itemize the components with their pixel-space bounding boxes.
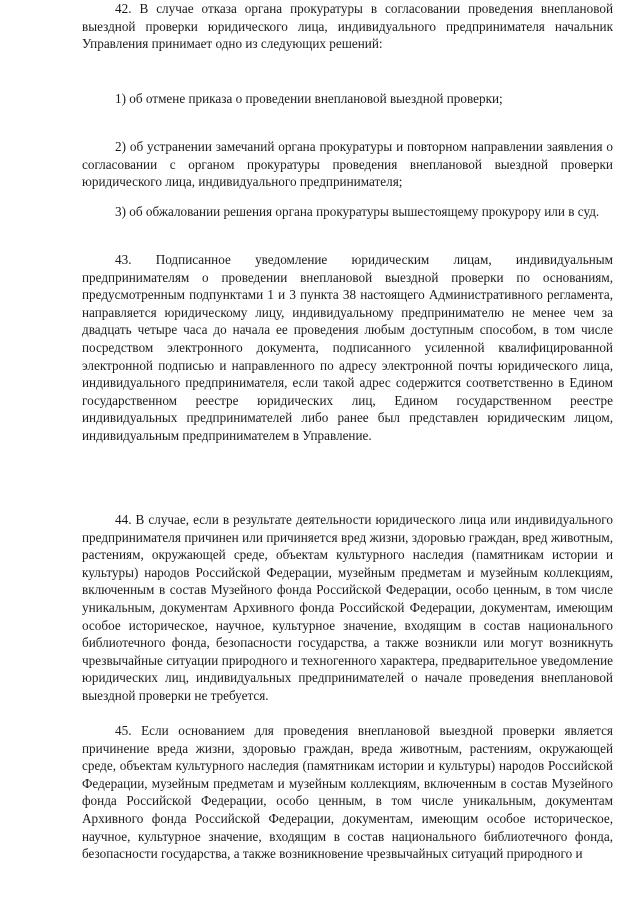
paragraph-45: 45. Если основанием для проведения внеплановой выездной проверки является причинение вреда жизни, здоровью граждан, вреда животным, растениям, окружающей среде, объектам культурного наследия (памятникам истории и культуры) народов Российской Федерации, музейным предметам и музейным коллекциям, включенным в состав Музейного фонда Российской Федерации, особо ценным, в том числе уникальным, документам Архивного фонда Российской Федерации, документам, имеющим особое историческое, научное, культурное значение, входящим в состав национального библиотечного фонда, безопасности государства, а также возникновение чрезвычайных ситуаций природного и — [82, 723, 613, 862]
paragraph-42-option-2: 2) об устранении замечаний органа прокуратуры и повторном направлении заявления о согласовании с органом прокуратуры проведения внеплановой выездной проверки юридического лица, индивидуального предпринимателя; — [82, 139, 613, 190]
paragraph-42-option-3: 3) об обжаловании решения органа прокуратуры вышестоящему прокурору или в суд. — [115, 204, 600, 219]
paragraph-42: 42. В случае отказа органа прокуратуры в согласовании проведения внеплановой выездной проверки юридического лица, индивидуального предпринимателя начальник Управления принимает одно из следующих решений: — [82, 1, 613, 52]
paragraph-43: 43. Подписанное уведомление юридическим лицам, индивидуальным предпринимателям о проведении внеплановой выездной проверки по основаниям, предусмотренным подпунктами 1 и 3 пункта 38 настоящего Административного регламента, направляется юридическому лицу, индивидуальному предпринимателю не менее чем за двадцать четыре часа до начала ее проведения любым доступным способом, в том числе посредством электронного документа, подписанного усиленной квалифицированной электронной подписью и направленного по адресу электронной почты юридического лица, индивидуального предпринимателя, если такой адрес содержится соответственно в Едином государственном реестре юридических лиц, Едином государственном реестре индивидуальных предпринимателей либо ранее был представлен юридическим лицом, индивидуальным предпринимателем в Управление. — [82, 252, 613, 443]
paragraph-42-option-1: 1) об отмене приказа о проведении внеплановой выездной проверки; — [115, 91, 503, 106]
paragraph-44: 44. В случае, если в результате деятельности юридического лица или индивидуального предпринимателя причинен или причиняется вред жизни, здоровью граждан, вред животным, растениям, окружающей среде, объектам культурного наследия (памятникам истории и культуры) народов Российской Федерации, музейным предметам и музейным коллекциям, включенным в состав Музейного фонда Российской Федерации, особо ценным, в том числе уникальным, документам Архивного фонда Российской Федерации, документам, имеющим особое историческое, научное, культурное значение, входящим в состав национального библиотечного фонда, безопасности государства, а также возникли или могут возникнуть чрезвычайные ситуации природного и техногенного характера, предварительное уведомление юридических лиц, индивидуальных предпринимателей о начале проведения внеплановой выездной проверки не требуется. — [82, 512, 613, 703]
